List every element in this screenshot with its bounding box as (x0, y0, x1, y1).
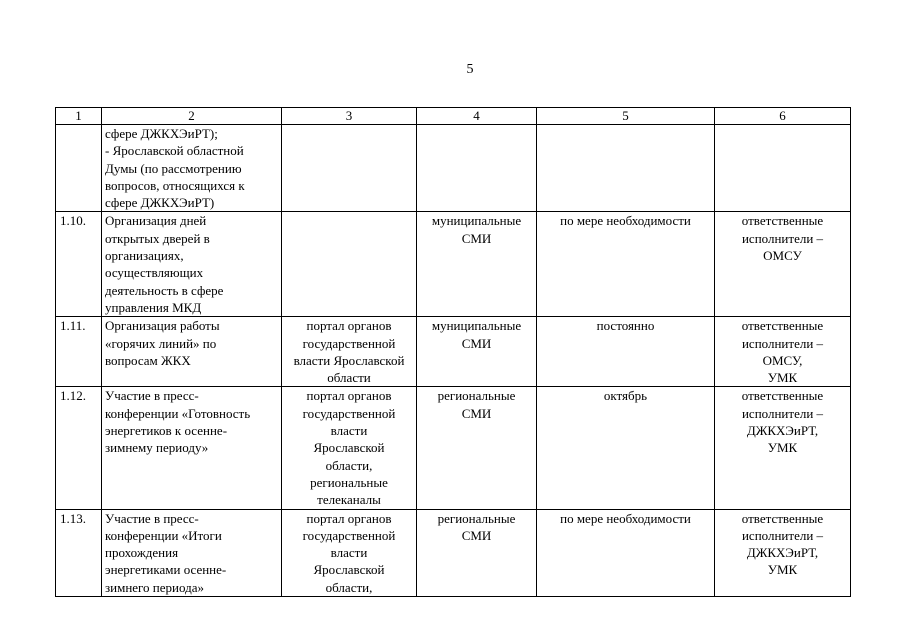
cell-line: зимнего периода» (105, 579, 204, 595)
cell-line: ОМСУ (763, 248, 802, 264)
media-cell (417, 387, 537, 509)
cell-line: Участие в пресс- (105, 510, 199, 526)
cell-line: управления МКД (105, 299, 202, 315)
cell-line: исполнители – (741, 335, 824, 351)
cell-line: исполнители – (741, 405, 824, 421)
cell-line: сфере ДЖКХЭиРТ); (105, 126, 218, 141)
cell-line: УМК (767, 562, 798, 578)
source-cell (282, 509, 417, 596)
cell-line: государственной (302, 405, 396, 421)
row-number-cell: 1.11. (56, 317, 102, 387)
cell-line: государственной (302, 527, 396, 543)
header-cell-source: 3 (282, 108, 417, 125)
cell-line: муниципальные (431, 213, 522, 229)
event-cell (102, 317, 282, 387)
source-cell (282, 212, 417, 317)
cell-line: - Ярославской областной (105, 143, 244, 159)
cell-line: ответственные (741, 388, 824, 404)
table-row (56, 509, 851, 596)
responsible-cell (715, 509, 851, 596)
period-cell (537, 509, 715, 596)
cell-line: региональные (310, 474, 388, 490)
cell-line: муниципальные (431, 318, 522, 334)
cell-line: «горячих линий» по (105, 335, 217, 351)
cell-line: исполнители – (741, 527, 824, 543)
media-cell (417, 125, 537, 212)
cell-line: области (327, 370, 371, 386)
cell-line: Думы (по рассмотрению (105, 160, 242, 176)
cell-line: сфере ДЖКХЭиРТ) (105, 195, 215, 211)
cell-line: власти (330, 545, 368, 561)
cell-line: ДЖКХЭиРТ, (746, 423, 819, 439)
event-cell (102, 509, 282, 596)
period-cell (537, 387, 715, 509)
table-row (56, 387, 851, 509)
cell-line: СМИ (461, 527, 492, 543)
cell-line: Организация работы (105, 318, 220, 334)
cell-line: СМИ (461, 335, 492, 351)
event-cell (102, 387, 282, 509)
cell-line: портал органов (306, 318, 392, 334)
event-cell (102, 125, 282, 212)
cell-line: ОМСУ, (762, 352, 803, 368)
cell-line: по мере необходимости (560, 510, 691, 526)
cell-line: УМК (767, 370, 798, 386)
source-cell (282, 317, 417, 387)
cell-line: организациях, (105, 248, 184, 264)
header-cell-period: 5 (537, 108, 715, 125)
cell-line: конференции «Готовность (105, 405, 251, 421)
cell-line: ответственные (741, 318, 824, 334)
row-number-cell: 1.13. (56, 509, 102, 596)
table-row (56, 317, 851, 387)
cell-line: прохождения (105, 545, 179, 561)
cell-line: власти (330, 423, 368, 439)
cell-line: зимнему периоду» (105, 440, 209, 456)
header-cell-media: 4 (417, 108, 537, 125)
cell-line: вопросам ЖКХ (105, 352, 191, 368)
cell-line: ДЖКХЭиРТ, (746, 545, 819, 561)
header-cell-responsible: 6 (715, 108, 851, 125)
cell-line: вопросов, относящихся к (105, 177, 245, 193)
cell-line: государственной (302, 335, 396, 351)
cell-line: деятельность в сфере (105, 282, 224, 298)
cell-line: власти Ярославской (293, 352, 405, 368)
table-row (56, 212, 851, 317)
media-cell (417, 212, 537, 317)
header-cell-num: 1 (56, 108, 102, 125)
events-table (55, 107, 851, 597)
cell-line: энергетиков к осенне- (105, 423, 228, 439)
cell-line: СМИ (461, 405, 492, 421)
cell-line: региональные (437, 510, 516, 526)
row-number-cell: 1.12. (56, 387, 102, 509)
cell-line: УМК (767, 440, 798, 456)
header-cell-event: 2 (102, 108, 282, 125)
row-number-cell: 1.10. (56, 212, 102, 317)
cell-line: исполнители – (741, 230, 824, 246)
cell-line: портал органов (306, 510, 392, 526)
media-cell (417, 317, 537, 387)
media-cell (417, 509, 537, 596)
table-row (56, 125, 851, 212)
cell-line: по мере необходимости (560, 213, 691, 229)
cell-line: осуществляющих (105, 265, 204, 281)
cell-line: постоянно (596, 318, 655, 334)
responsible-cell (715, 387, 851, 509)
cell-line: портал органов (306, 388, 392, 404)
cell-line: Участие в пресс- (105, 388, 199, 404)
cell-line: октябрь (603, 388, 648, 404)
cell-line: области, (325, 579, 373, 595)
responsible-cell (715, 212, 851, 317)
source-cell (282, 125, 417, 212)
cell-line: региональные (437, 388, 516, 404)
cell-line: СМИ (461, 230, 492, 246)
period-cell (537, 125, 715, 212)
cell-line: конференции «Итоги (105, 527, 222, 543)
event-cell (102, 212, 282, 317)
page-number: 5 (466, 62, 474, 77)
cell-line: открытых дверей в (105, 230, 210, 246)
cell-line: энергетиками осенне- (105, 562, 227, 578)
row-number-cell (56, 125, 102, 212)
responsible-cell (715, 317, 851, 387)
cell-line: Ярославской (313, 562, 385, 578)
period-cell (537, 317, 715, 387)
cell-line: ответственные (741, 510, 824, 526)
source-cell (282, 387, 417, 509)
cell-line: Организация дней (105, 213, 207, 229)
cell-line: телеканалы (317, 492, 381, 508)
cell-line: Ярославской (313, 440, 385, 456)
table-header-row (56, 108, 851, 125)
period-cell (537, 212, 715, 317)
cell-line: ответственные (741, 213, 824, 229)
responsible-cell (715, 125, 851, 212)
cell-line: области, (325, 457, 373, 473)
